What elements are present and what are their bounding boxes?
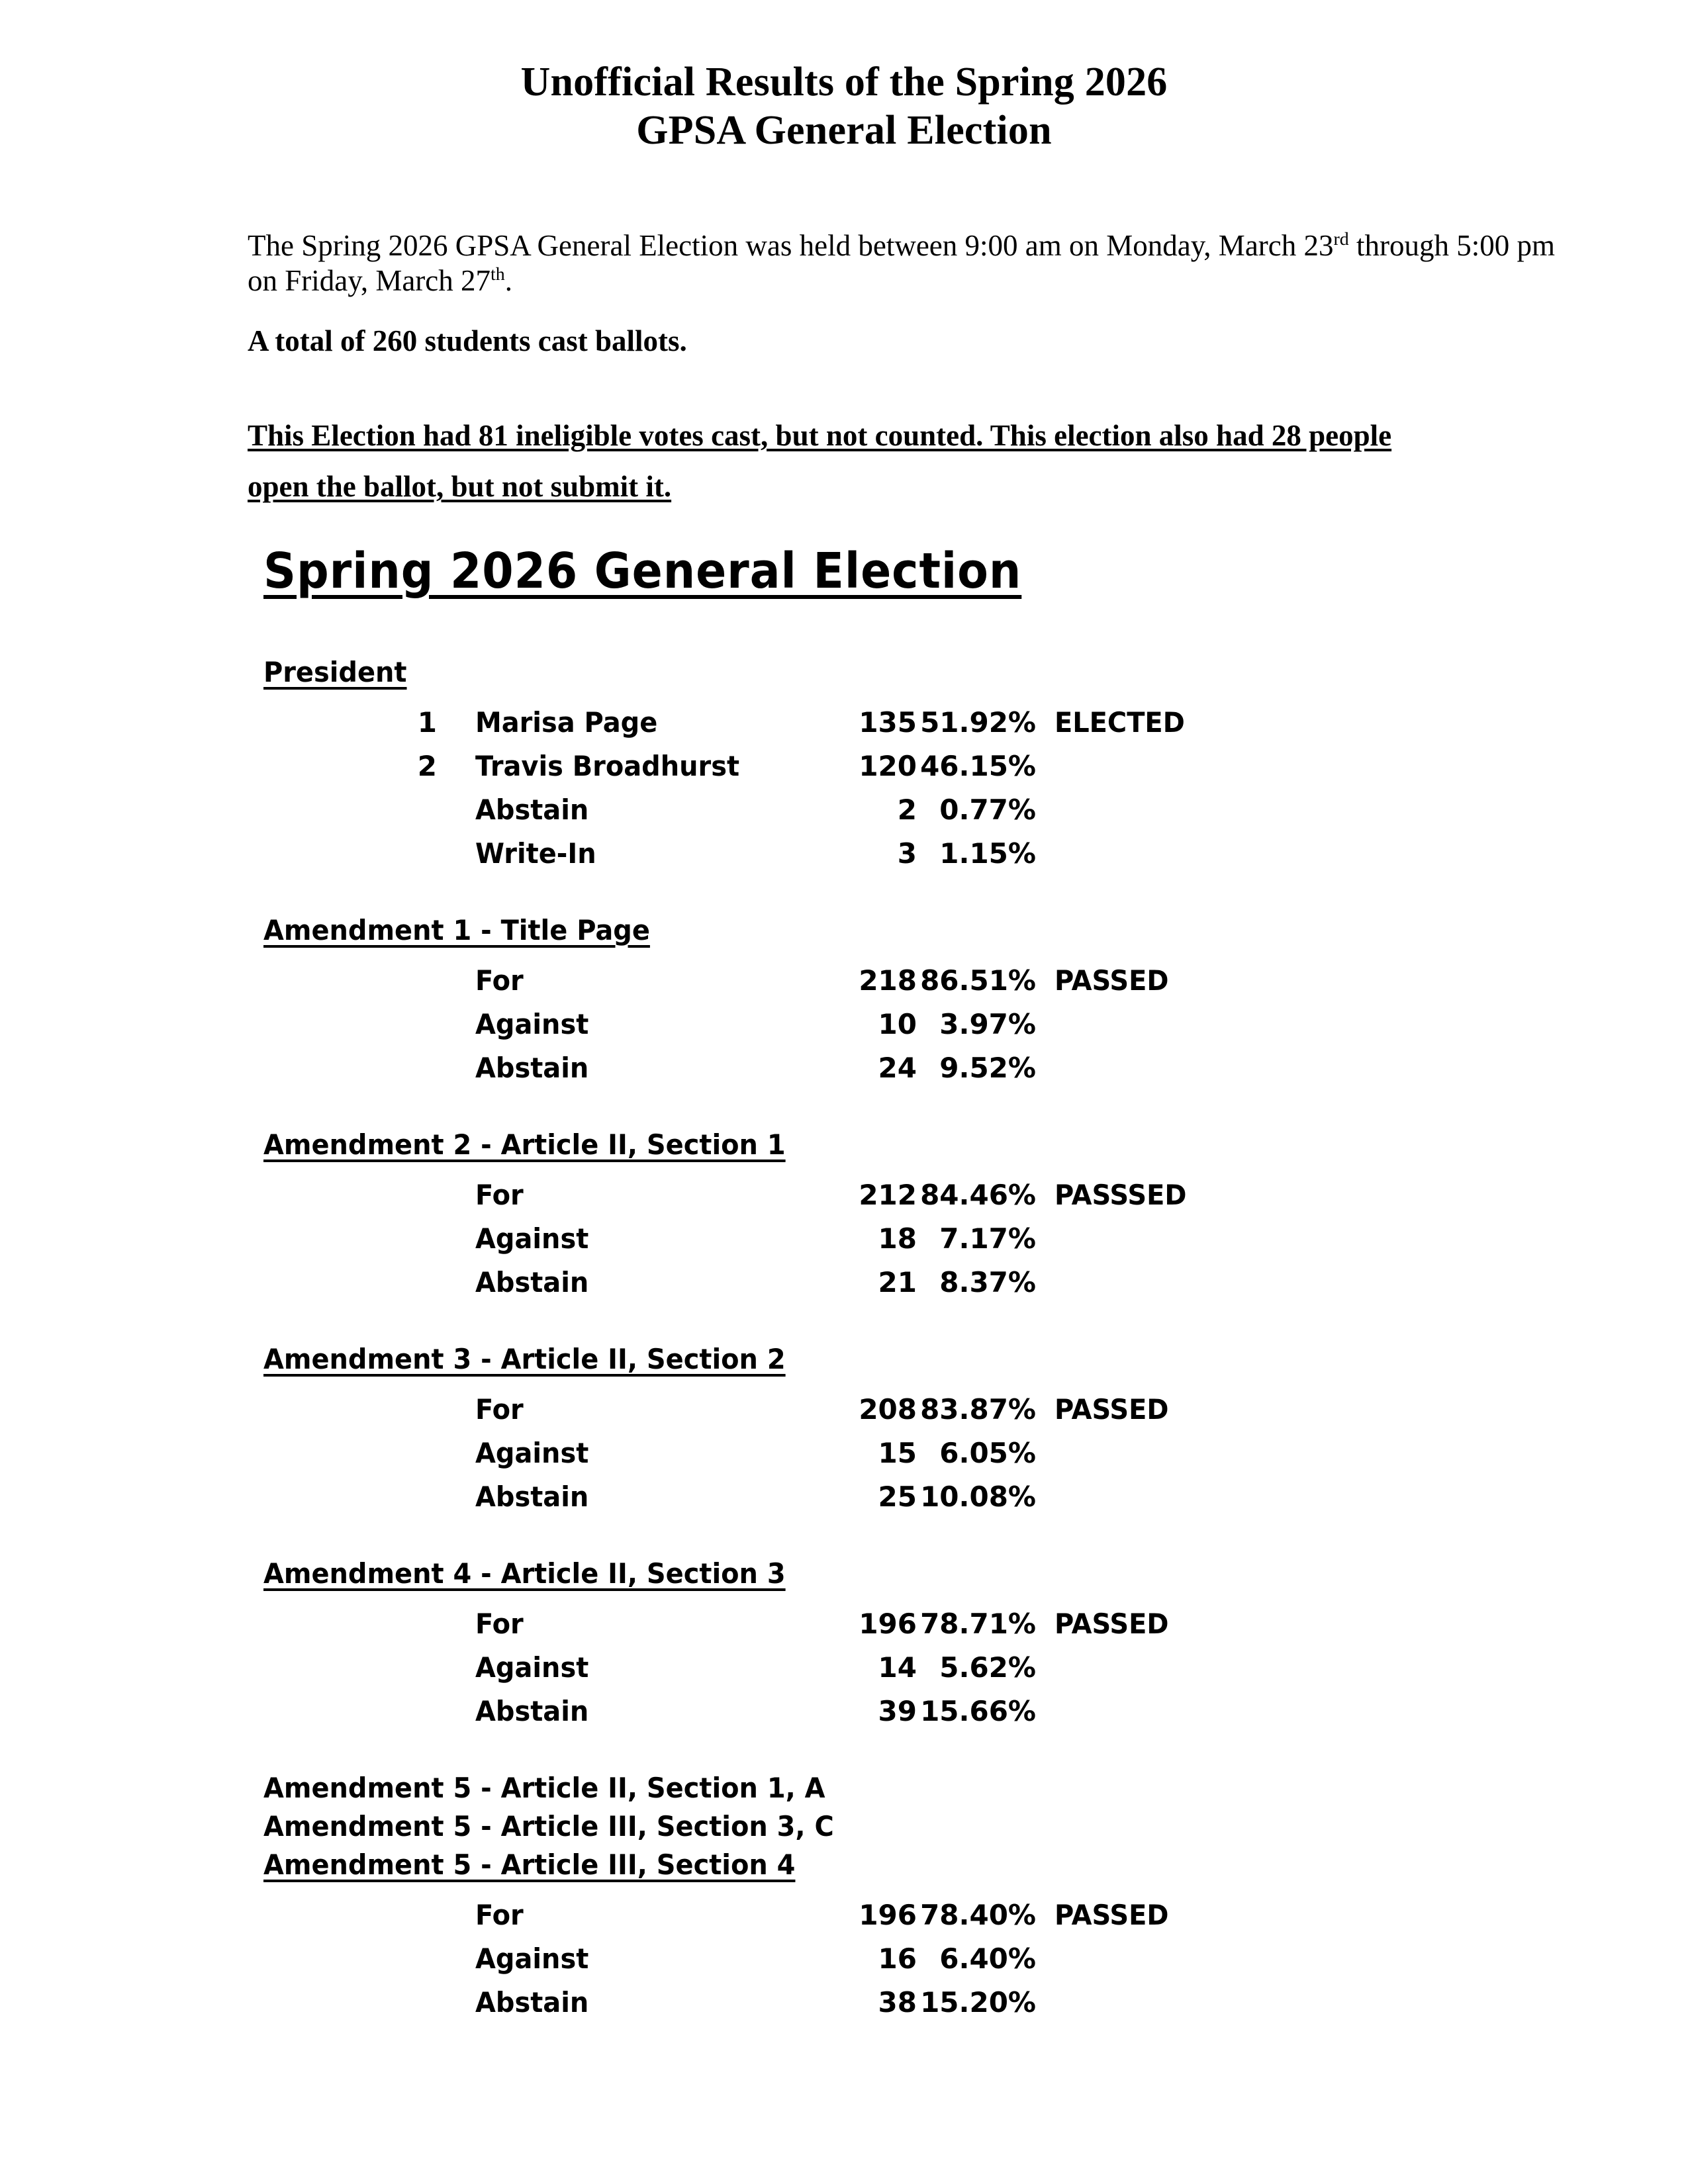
contest-title bbox=[263, 1345, 1617, 1373]
contest-section bbox=[0, 914, 1688, 1090]
contest-title-text: Amendment 2 - Article II, Section 1 bbox=[263, 1128, 786, 1161]
result-row bbox=[0, 1981, 1688, 2025]
result-status: PASSED bbox=[1055, 1899, 1169, 1931]
result-label: For bbox=[475, 1393, 524, 1426]
result-label: Marisa Page bbox=[475, 706, 658, 739]
result-status: PASSED bbox=[1055, 1393, 1169, 1426]
result-votes: 24 bbox=[878, 1052, 917, 1084]
result-row bbox=[0, 1173, 1688, 1217]
result-row bbox=[0, 832, 1688, 876]
result-percent: 83.87% bbox=[920, 1393, 1036, 1426]
contest-title bbox=[263, 1557, 1617, 1590]
result-votes: 18 bbox=[878, 1222, 917, 1255]
result-row bbox=[0, 959, 1688, 1003]
result-label: Abstain bbox=[475, 1480, 589, 1513]
result-votes: 14 bbox=[878, 1651, 917, 1684]
intro-ordinal-suffix-2: th bbox=[491, 264, 505, 285]
ineligible-votes-line-2: open the ballot, but not submit it. bbox=[248, 470, 672, 504]
intro-paragraph bbox=[248, 228, 1591, 298]
page-title-line-1: Unofficial Results of the Spring 2026 bbox=[520, 60, 1168, 105]
section-spacer bbox=[0, 1733, 1688, 1774]
result-label: Against bbox=[475, 1008, 589, 1040]
result-rows bbox=[0, 1388, 1688, 1519]
result-percent: 6.40% bbox=[939, 1942, 1036, 1975]
result-status: PASSED bbox=[1055, 964, 1169, 997]
result-rows bbox=[0, 1602, 1688, 1733]
result-row bbox=[0, 1003, 1688, 1046]
contest-title-text: Amendment 1 - Title Page bbox=[263, 914, 650, 946]
result-votes: 25 bbox=[878, 1480, 917, 1513]
election-heading-text: Spring 2026 General Election bbox=[263, 543, 1022, 600]
result-label: Against bbox=[475, 1222, 589, 1255]
result-percent: 86.51% bbox=[920, 964, 1036, 997]
result-status: PASSED bbox=[1055, 1608, 1169, 1640]
contest-title-text: Amendment 5 - Article III, Section 4 bbox=[263, 1848, 796, 1881]
contest-section bbox=[0, 1557, 1688, 1733]
election-heading bbox=[263, 543, 1021, 600]
contest-title bbox=[263, 1810, 1617, 1843]
result-votes: 38 bbox=[878, 1986, 917, 2019]
result-votes: 135 bbox=[859, 706, 917, 739]
result-row bbox=[0, 1602, 1688, 1646]
result-percent: 10.08% bbox=[920, 1480, 1036, 1513]
contest-title bbox=[263, 656, 1617, 688]
result-label: For bbox=[475, 964, 524, 997]
section-spacer bbox=[0, 1519, 1688, 1560]
result-row bbox=[0, 1217, 1688, 1261]
result-label: For bbox=[475, 1608, 524, 1640]
result-row bbox=[0, 1646, 1688, 1690]
result-rows bbox=[0, 1893, 1688, 2025]
result-rank: 1 bbox=[417, 706, 437, 739]
result-row bbox=[0, 1432, 1688, 1475]
contest-section bbox=[0, 656, 1688, 876]
section-spacer bbox=[0, 1304, 1688, 1345]
result-status: ELECTED bbox=[1055, 706, 1185, 739]
result-votes: 21 bbox=[878, 1266, 917, 1298]
contest-title-text: President bbox=[263, 656, 407, 688]
result-label: For bbox=[475, 1899, 524, 1931]
result-votes: 120 bbox=[859, 750, 917, 782]
result-votes: 10 bbox=[878, 1008, 917, 1040]
contest-title-text: Amendment 3 - Article II, Section 2 bbox=[263, 1343, 786, 1375]
contest-section bbox=[0, 1345, 1688, 1519]
result-votes: 16 bbox=[878, 1942, 917, 1975]
result-label: Travis Broadhurst bbox=[475, 750, 740, 782]
contest-title-text: Amendment 5 - Article II, Section 1, A bbox=[263, 1772, 825, 1804]
contest-title-text: Amendment 4 - Article II, Section 3 bbox=[263, 1557, 786, 1590]
result-votes: 3 bbox=[897, 837, 917, 870]
result-percent: 78.40% bbox=[920, 1899, 1036, 1931]
result-percent: 9.52% bbox=[939, 1052, 1036, 1084]
result-percent: 8.37% bbox=[939, 1266, 1036, 1298]
result-rows bbox=[0, 701, 1688, 876]
result-percent: 46.15% bbox=[920, 750, 1036, 782]
result-row bbox=[0, 1893, 1688, 1937]
contest-title bbox=[263, 1774, 1617, 1802]
result-votes: 15 bbox=[878, 1437, 917, 1469]
contest-title bbox=[263, 1128, 1617, 1161]
page-title-line-2: GPSA General Election bbox=[636, 107, 1052, 153]
result-status: PASSSED bbox=[1055, 1179, 1187, 1211]
contest-title bbox=[263, 914, 1617, 946]
result-percent: 7.17% bbox=[939, 1222, 1036, 1255]
result-label: Abstain bbox=[475, 1695, 589, 1727]
result-label: Abstain bbox=[475, 1266, 589, 1298]
result-label: Against bbox=[475, 1437, 589, 1469]
result-percent: 5.62% bbox=[939, 1651, 1036, 1684]
result-votes: 212 bbox=[859, 1179, 917, 1211]
result-row bbox=[0, 1046, 1688, 1090]
result-rows bbox=[0, 959, 1688, 1090]
contest-title bbox=[263, 1848, 1617, 1881]
result-row bbox=[0, 1388, 1688, 1432]
result-votes: 196 bbox=[859, 1899, 917, 1931]
result-votes: 196 bbox=[859, 1608, 917, 1640]
intro-text-part-3: . bbox=[504, 264, 512, 298]
result-percent: 1.15% bbox=[939, 837, 1036, 870]
ineligible-votes-line-1: This Election had 81 ineligible votes cast, but not counted. This election also had 28 people bbox=[248, 419, 1392, 452]
result-row bbox=[0, 1690, 1688, 1733]
results-list bbox=[0, 656, 1688, 2025]
intro-text-part-2: through 5:00 pm on Friday, March 27 bbox=[248, 229, 1555, 298]
result-percent: 6.05% bbox=[939, 1437, 1036, 1469]
contest-section bbox=[0, 1774, 1688, 2025]
result-label: Write-In bbox=[475, 837, 596, 870]
contest-section bbox=[0, 1128, 1688, 1304]
result-label: Abstain bbox=[475, 1986, 589, 2019]
result-rank: 2 bbox=[417, 750, 437, 782]
result-row bbox=[0, 701, 1688, 745]
result-percent: 78.71% bbox=[920, 1608, 1036, 1640]
total-ballots-statement: A total of 260 students cast ballots. bbox=[248, 324, 687, 357]
section-spacer bbox=[0, 1090, 1688, 1131]
result-row bbox=[0, 1261, 1688, 1304]
result-percent: 84.46% bbox=[920, 1179, 1036, 1211]
page-title bbox=[0, 58, 1688, 154]
result-percent: 3.97% bbox=[939, 1008, 1036, 1040]
intro-ordinal-suffix-1: rd bbox=[1333, 229, 1349, 250]
intro-text-part-1: The Spring 2026 GPSA General Election was held between 9:00 am on Monday, March 23 bbox=[248, 229, 1334, 262]
result-votes: 208 bbox=[859, 1393, 917, 1426]
result-row bbox=[0, 1937, 1688, 1981]
contest-title-text: Amendment 5 - Article III, Section 3, C bbox=[263, 1810, 834, 1843]
result-percent: 15.20% bbox=[920, 1986, 1036, 2019]
result-votes: 218 bbox=[859, 964, 917, 997]
result-label: Against bbox=[475, 1651, 589, 1684]
result-rows bbox=[0, 1173, 1688, 1304]
result-row bbox=[0, 745, 1688, 788]
result-row bbox=[0, 1475, 1688, 1519]
ineligible-votes-statement bbox=[248, 410, 1532, 513]
result-label: Against bbox=[475, 1942, 589, 1975]
section-spacer bbox=[0, 876, 1688, 917]
result-percent: 51.92% bbox=[920, 706, 1036, 739]
result-label: Abstain bbox=[475, 1052, 589, 1084]
result-percent: 15.66% bbox=[920, 1695, 1036, 1727]
result-label: For bbox=[475, 1179, 524, 1211]
result-votes: 2 bbox=[897, 794, 917, 826]
result-label: Abstain bbox=[475, 794, 589, 826]
result-row bbox=[0, 788, 1688, 832]
result-percent: 0.77% bbox=[939, 794, 1036, 826]
result-votes: 39 bbox=[878, 1695, 917, 1727]
